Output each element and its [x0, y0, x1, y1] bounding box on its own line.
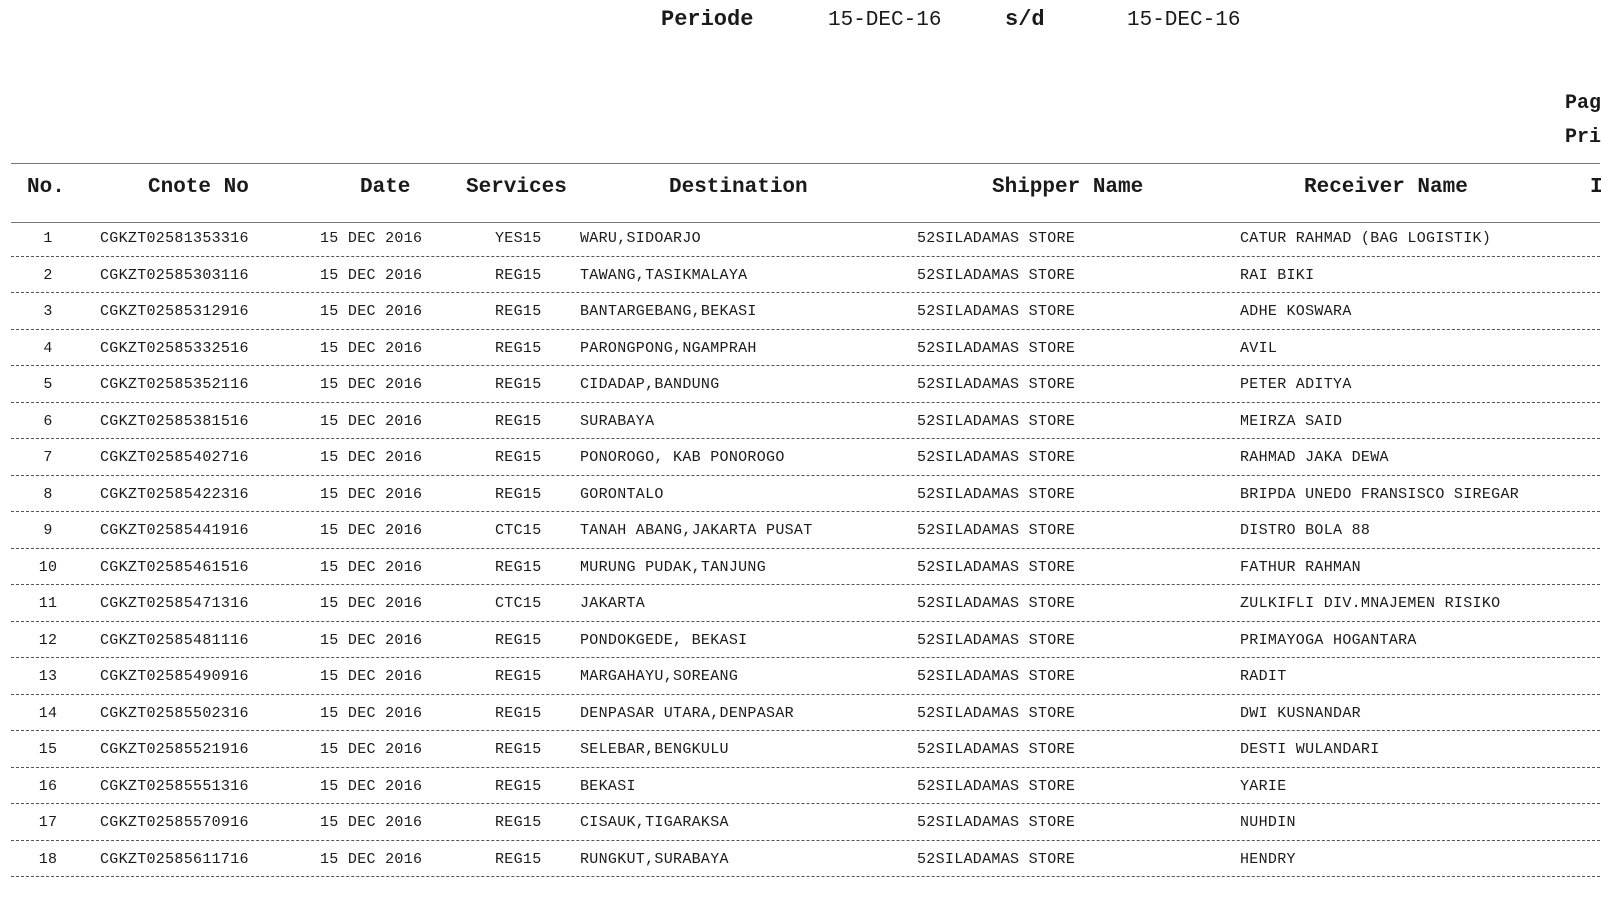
shipment-date: 15 DEC 2016: [320, 668, 423, 685]
receiver-name: MEIRZA SAID: [1240, 412, 1343, 430]
row-number: 2: [43, 266, 53, 284]
column-header-receiver-name: Receiver Name: [1304, 176, 1468, 199]
shipment-date: 15 DEC 2016: [320, 412, 423, 430]
table-row: [11, 220, 1600, 257]
row-number: 6: [43, 412, 53, 430]
row-number: 7: [43, 449, 53, 466]
destination: RUNGKUT,SURABAYA: [580, 850, 729, 868]
receiver-name: CATUR RAHMAD (BAG LOGISTIK): [1240, 230, 1492, 247]
shipper-name: 52SILADAMAS STORE: [917, 668, 1076, 685]
receiver-name: ADHE KOSWARA: [1240, 303, 1352, 320]
receiver-name: ZULKIFLI DIV.MNAJEMEN RISIKO: [1240, 595, 1501, 612]
column-header-services: Services: [466, 176, 567, 199]
table-row: [11, 585, 1600, 622]
service-code: REG15: [495, 376, 542, 393]
receiver-name: PETER ADITYA: [1240, 376, 1352, 393]
shipper-name: 52SILADAMAS STORE: [917, 595, 1076, 612]
destination: TANAH ABANG,JAKARTA PUSAT: [580, 522, 813, 539]
shipment-date: 15 DEC 2016: [320, 485, 423, 503]
service-code: REG15: [495, 558, 542, 576]
shipment-date: 15 DEC 2016: [320, 741, 423, 758]
receiver-name: BRIPDA UNEDO FRANSISCO SIREGAR: [1240, 485, 1520, 503]
column-header-truncated: I: [1590, 176, 1603, 199]
shipment-date: 15 DEC 2016: [320, 595, 423, 612]
cnote-number: CGKZT02585521916: [100, 741, 249, 758]
cnote-number: CGKZT02585332516: [100, 339, 249, 357]
shipper-name: 52SILADAMAS STORE: [917, 376, 1076, 393]
periode-to-date: 15-DEC-16: [1127, 9, 1241, 32]
shipment-date: 15 DEC 2016: [320, 850, 423, 868]
shipment-date: 15 DEC 2016: [320, 558, 423, 576]
cnote-number: CGKZT02585461516: [100, 558, 249, 576]
row-number: 12: [38, 631, 58, 649]
row-number: 11: [38, 595, 58, 612]
table-row: [11, 512, 1600, 549]
cnote-number: CGKZT02585471316: [100, 595, 249, 612]
row-number: 14: [38, 704, 58, 722]
destination: MARGAHAYU,SOREANG: [580, 668, 739, 685]
row-number: 3: [43, 303, 53, 320]
table-row: [11, 403, 1600, 440]
cnote-number: CGKZT02585551316: [100, 777, 249, 795]
service-code: REG15: [495, 449, 542, 466]
row-number: 9: [43, 522, 53, 539]
table-row: [11, 366, 1600, 403]
cnote-number: CGKZT02581353316: [100, 230, 249, 247]
shipment-date: 15 DEC 2016: [320, 522, 423, 539]
shipment-date: 15 DEC 2016: [320, 814, 423, 831]
row-number: 4: [43, 339, 53, 357]
receiver-name: RAHMAD JAKA DEWA: [1240, 449, 1389, 466]
service-code: REG15: [495, 668, 542, 685]
service-code: REG15: [495, 303, 542, 320]
row-number: 8: [43, 485, 53, 503]
shipper-name: 52SILADAMAS STORE: [917, 339, 1076, 357]
destination: SELEBAR,BENGKULU: [580, 741, 729, 758]
row-number: 1: [43, 230, 53, 247]
row-number: 15: [38, 741, 58, 758]
shipper-name: 52SILADAMAS STORE: [917, 814, 1076, 831]
service-code: REG15: [495, 412, 542, 430]
service-code: REG15: [495, 850, 542, 868]
shipper-name: 52SILADAMAS STORE: [917, 266, 1076, 284]
table-row: [11, 622, 1600, 659]
shipper-name: 52SILADAMAS STORE: [917, 558, 1076, 576]
cnote-number: CGKZT02585490916: [100, 668, 249, 685]
cnote-number: CGKZT02585441916: [100, 522, 249, 539]
receiver-name: NUHDIN: [1240, 814, 1296, 831]
shipper-name: 52SILADAMAS STORE: [917, 449, 1076, 466]
cnote-number: CGKZT02585570916: [100, 814, 249, 831]
table-row: [11, 257, 1600, 294]
receiver-name: AVIL: [1240, 339, 1278, 357]
column-header-no: No.: [27, 176, 65, 199]
print-label-truncated: Pri: [1565, 126, 1602, 149]
cnote-number: CGKZT02585303116: [100, 266, 249, 284]
periode-from-date: 15-DEC-16: [828, 9, 942, 32]
cnote-number: CGKZT02585611716: [100, 850, 249, 868]
shipment-date: 15 DEC 2016: [320, 449, 423, 466]
table-row: [11, 293, 1600, 330]
periode-label: Periode: [661, 7, 754, 32]
row-number: 13: [38, 668, 58, 685]
shipper-name: 52SILADAMAS STORE: [917, 303, 1076, 320]
page-label-truncated: Pag: [1565, 92, 1602, 115]
receiver-name: DISTRO BOLA 88: [1240, 522, 1371, 539]
service-code: CTC15: [495, 522, 542, 539]
sd-label: s/d: [1005, 7, 1045, 32]
receiver-name: FATHUR RAHMAN: [1240, 558, 1361, 576]
table-row: [11, 330, 1600, 367]
cnote-number: CGKZT02585381516: [100, 412, 249, 430]
shipment-date: 15 DEC 2016: [320, 631, 423, 649]
receiver-name: DWI KUSNANDAR: [1240, 704, 1361, 722]
destination: MURUNG PUDAK,TANJUNG: [580, 558, 767, 576]
shipper-name: 52SILADAMAS STORE: [917, 631, 1076, 649]
shipment-date: 15 DEC 2016: [320, 303, 423, 320]
service-code: YES15: [495, 230, 542, 247]
table-row: [11, 804, 1600, 841]
destination: TAWANG,TASIKMALAYA: [580, 266, 748, 284]
column-header-date: Date: [360, 176, 411, 199]
cnote-number: CGKZT02585502316: [100, 704, 249, 722]
destination: CIDADAP,BANDUNG: [580, 376, 720, 393]
destination: BEKASI: [580, 777, 636, 795]
destination: BANTARGEBANG,BEKASI: [580, 303, 757, 320]
shipper-name: 52SILADAMAS STORE: [917, 704, 1076, 722]
shipment-date: 15 DEC 2016: [320, 266, 423, 284]
table-row: [11, 549, 1600, 586]
row-number: 5: [43, 376, 53, 393]
row-number: 16: [38, 777, 58, 795]
destination: PARONGPONG,NGAMPRAH: [580, 339, 757, 357]
service-code: REG15: [495, 339, 542, 357]
row-number: 18: [38, 850, 58, 868]
receiver-name: PRIMAYOGA HOGANTARA: [1240, 631, 1417, 649]
table-row: [11, 731, 1600, 768]
service-code: REG15: [495, 814, 542, 831]
service-code: REG15: [495, 777, 542, 795]
table-top-rule: [11, 163, 1600, 164]
table-row: [11, 768, 1600, 805]
service-code: REG15: [495, 485, 542, 503]
cnote-number: CGKZT02585481116: [100, 631, 249, 649]
table-row: [11, 439, 1600, 476]
shipment-date: 15 DEC 2016: [320, 376, 423, 393]
shipper-name: 52SILADAMAS STORE: [917, 485, 1076, 503]
destination: PONOROGO, KAB PONOROGO: [580, 449, 785, 466]
service-code: REG15: [495, 631, 542, 649]
receiver-name: RAI BIKI: [1240, 266, 1315, 284]
shipment-date: 15 DEC 2016: [320, 704, 423, 722]
row-number: 10: [38, 558, 58, 576]
receiver-name: YARIE: [1240, 777, 1287, 795]
shipment-date: 15 DEC 2016: [320, 777, 423, 795]
receiver-name: HENDRY: [1240, 850, 1296, 868]
receiver-name: DESTI WULANDARI: [1240, 741, 1380, 758]
table-row: [11, 841, 1600, 878]
column-header-shipper-name: Shipper Name: [992, 176, 1144, 199]
service-code: CTC15: [495, 595, 542, 612]
destination: SURABAYA: [580, 412, 655, 430]
destination: GORONTALO: [580, 485, 664, 503]
table-body: [0, 220, 1600, 877]
destination: JAKARTA: [580, 595, 646, 612]
service-code: REG15: [495, 266, 542, 284]
cnote-number: CGKZT02585352116: [100, 376, 249, 393]
destination: WARU,SIDOARJO: [580, 230, 701, 247]
shipper-name: 52SILADAMAS STORE: [917, 777, 1076, 795]
receiver-name: RADIT: [1240, 668, 1287, 685]
service-code: REG15: [495, 741, 542, 758]
column-header-destination: Destination: [669, 176, 808, 199]
service-code: REG15: [495, 704, 542, 722]
cnote-number: CGKZT02585422316: [100, 485, 249, 503]
cnote-number: CGKZT02585402716: [100, 449, 249, 466]
shipper-name: 52SILADAMAS STORE: [917, 522, 1076, 539]
shipper-name: 52SILADAMAS STORE: [917, 230, 1076, 247]
shipper-name: 52SILADAMAS STORE: [917, 741, 1076, 758]
table-row: [11, 658, 1600, 695]
destination: DENPASAR UTARA,DENPASAR: [580, 704, 794, 722]
destination: CISAUK,TIGARAKSA: [580, 814, 729, 831]
shipment-date: 15 DEC 2016: [320, 339, 423, 357]
column-header-cnote-no: Cnote No: [148, 176, 249, 199]
shipper-name: 52SILADAMAS STORE: [917, 412, 1076, 430]
destination: PONDOKGEDE, BEKASI: [580, 631, 748, 649]
table-row: [11, 476, 1600, 513]
shipper-name: 52SILADAMAS STORE: [917, 850, 1076, 868]
row-number: 17: [38, 814, 58, 831]
table-row: [11, 695, 1600, 732]
cnote-number: CGKZT02585312916: [100, 303, 249, 320]
shipment-date: 15 DEC 2016: [320, 230, 423, 247]
